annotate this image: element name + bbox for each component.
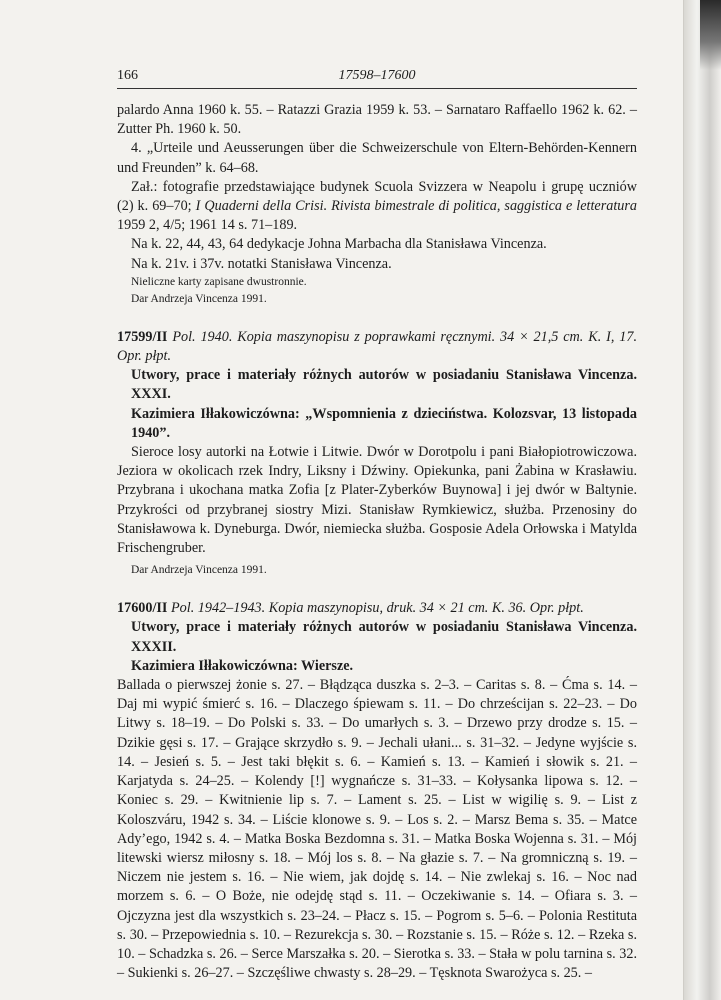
entry-17600-signature: 17600/II: [117, 600, 168, 617]
entry-17598-item-4: 4. „Urteile und Aeusserungen über die Schweizerschule von Eltern-Behörden-Kennern und Freunden” k. 64–68.: [117, 140, 637, 176]
entry-17600-series-title: Utwory, prace i materiały różnych autorów w posiadaniu Stanisława Vincenza. XXXII.: [131, 619, 637, 655]
entry-17600-poem-list: Ballada o pierwszej żonie s. 27. – Błądząca duszka s. 2–3. – Caritas s. 8. – Ćma s. 14. – Daj mi wypić śmierć s. 16. – Dlaczego śpiewam s. 11. – Do chrześcijan s. 22–23. – Do Litwy s. 18–19. – Do Polski s. 33. – Do umarłych s. 3. – Drzewo przy drodze s. 15. – Dzikie gęsi s. 17. – Grające skrzydło s. 9. – Jechali ułani... s. 31–32. – Jedyne wyjście s. 14. – Jesień s. 5. – Jest taki błękit s. 6. – Kamień s. 13. – Kamień i słowik s. 21. – Karjatyda s. 24–25. – Kolendy [!] wygnańcze s. 31–33. – Kołysanka lipowa s. 12. – Koniec s. 29. – Kwitnienie lip s. 7. – Lament s. 25. – List w wigilię s. 9. – List z Koloszváru, 1942 s. 34. – Liście klonowe s. 9. – Los s. 2. – Marsz Bema s. 35. – Matce Ady’ego, 1942 s. 4. – Matka Boska Bezdomna s. 31. – Matka Boska Wojenna s. 31. – Mój litewski wiersz miłosny s. 18. – Mój los s. 8. – Na głazie s. 7. – Na gromniczną s. 19. – Niczem nie jestem s. 16. – Nie wiem, jak dojdę s. 14. – Nie zwlekaj s. 16. – Noc nad morzem s. 6. – O Boże, nie odejdę stąd s. 11. – Oczekiwanie s. 14. – Ofiara s. 3. – Ojczyzna jest dla wszystkich s. 23–24. – Płacz s. 15. – Pogrom s. 5–6. – Polonia Restituta s. 30. – Przepowiednia s. 10. – Rezurekcja s. 30. – Rozstanie s. 15. – Róże s. 12. – Rzeka s. 10. – Schadzka s. 26. – Serce Marszałka s. 20. – Sierotka s. 33. – Stała w polu tarnina s. 32. – Sukienki s. 26–27. – Szczęśliwe chwasty s. 28–29. – Tęsknota Swarożyca s. 25. –: [117, 677, 637, 982]
entry-17599-description: Pol. 1940. Kopia maszynopisu z poprawkami ręcznymi. 34 × 21,5 cm. K. I, 17. Opr. płpt.: [117, 328, 637, 365]
entry-17598-notes: Na k. 21v. i 37v. notatki Stanisława Vincenza.: [131, 255, 392, 272]
entry-17599-provenance: Dar Andrzeja Vincenza 1991.: [131, 564, 267, 577]
catalog-body: [117, 101, 637, 983]
entry-17598-note-small: Nieliczne karty zapisane dwustronnie.: [131, 275, 307, 288]
entry-17598-dedications: Na k. 22, 44, 43, 64 dedykacje Johna Marbacha dla Stanisława Vincenza.: [131, 236, 547, 253]
entry-17600-header: [117, 599, 637, 618]
attachments-issues: 1959 2, 4/5; 1961 14 s. 71–189.: [117, 217, 298, 234]
page-content: [117, 64, 637, 982]
entry-17598-continued: palardo Anna 1960 k. 55. – Ratazzi Grazia 1959 k. 53. – Sarnataro Raffaello 1962 k. 62. – Zutter Ph. 1960 k. 50.: [117, 102, 637, 138]
book-spine: [684, 0, 721, 1000]
entry-17600-work-title: Kazimiera Iłłakowiczówna: Wiersze.: [131, 657, 354, 674]
entry-17600-description: Pol. 1942–1943. Kopia maszynopisu, druk. 34 × 21 cm. K. 36. Opr. płpt.: [167, 600, 584, 617]
entry-range: 17598–17600: [338, 68, 416, 83]
spine-shadow: [700, 0, 721, 70]
entry-17599-work-title: Kazimiera Iłłakowiczówna: „Wspomnienia z dzieciństwa. Kolozsvar, 13 listopada 1940”.: [131, 405, 637, 441]
entry-17599-signature: 17599/II: [117, 328, 168, 345]
page-number: 166: [117, 68, 138, 83]
attachments-text: Zał.: fotografie przedstawiające budynek Scuola Svizzera w Neapolu i grupę uczniów (2) k. 69–70;: [117, 178, 637, 215]
entry-17598-attachments: [117, 178, 637, 236]
attachments-journal: I Quaderni della Crisi. Rivista bimestrale di politica, saggistica e letteratura: [195, 198, 637, 215]
entry-17598-provenance: Dar Andrzeja Vincenza 1991.: [131, 292, 267, 305]
running-header: [117, 64, 637, 88]
entry-17599-series-title: Utwory, prace i materiały różnych autorów w posiadaniu Stanisława Vincenza. XXXI.: [131, 367, 637, 403]
header-rule: [117, 88, 637, 89]
entry-17599-header: [117, 328, 637, 366]
entry-17599-summary: Sieroce losy autorki na Łotwie i Litwie. Dwór w Dorotpolu i pani Białopiotrowiczowa. Jeziora w okolicach rzek Indry, Liksny i Dźwiny. Opiekunka, pani Żabina w Krasławiu. Przybrana i ukochana matka Zofia [z Plater-Zyberków Buynowa] i jej dwór w Baltynie. Przykrości od przybranej siostry Mizi. Stanisław Rymkiewicz, służba. Przenosiny do Stanisławowa k. Dyneburga. Dwór, niemiecka służba. Gosposie Adela Orłowska i Matylda Frischengruber.: [117, 444, 637, 557]
